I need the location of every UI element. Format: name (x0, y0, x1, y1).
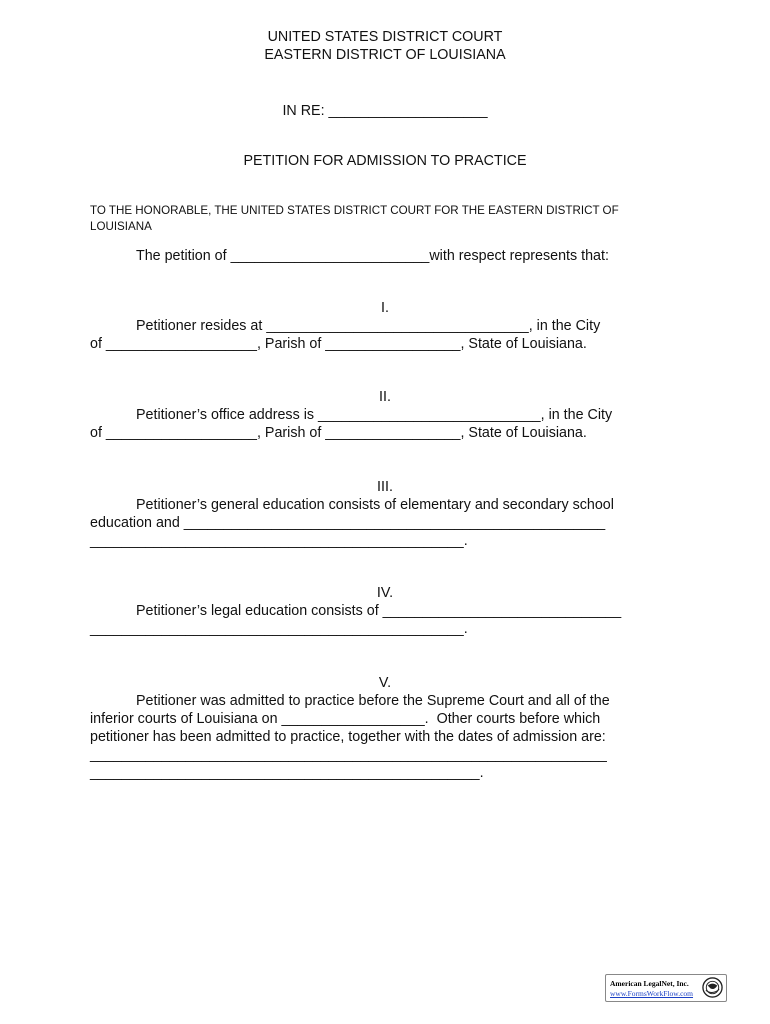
in-re-line: IN RE: ____________________ (282, 103, 488, 119)
section-3-line-3: _______________________________________________. (90, 533, 468, 549)
section-1-numeral: I. (381, 300, 389, 316)
section-4-numeral: IV. (376, 585, 394, 601)
court-name: UNITED STATES DISTRICT COURT (267, 29, 503, 45)
section-3-line-2: education and _____________________________________________________ (90, 515, 606, 531)
salutation-line-1: TO THE HONORABLE, THE UNITED STATES DISTRICT COURT FOR THE EASTERN DISTRICT OF (90, 204, 619, 217)
section-2-line-2: of ___________________, Parish of _________________, State of Louisiana. (90, 425, 587, 441)
publisher-badge (605, 974, 727, 1002)
section-2-numeral: II. (379, 389, 391, 405)
section-5-line-1: Petitioner was admitted to practice before the Supreme Court and all of the (136, 693, 610, 709)
publisher-name: American LegalNet, Inc. (610, 979, 689, 988)
section-1-line-2: of ___________________, Parish of _________________, State of Louisiana. (90, 336, 587, 352)
section-5-line-3: petitioner has been admitted to practice, together with the dates of admission are: (90, 729, 606, 745)
section-3-line-1: Petitioner’s general education consists of elementary and secondary school (136, 497, 614, 513)
court-district: EASTERN DISTRICT OF LOUISIANA (264, 47, 506, 63)
section-3-numeral: III. (377, 479, 393, 495)
section-2-line-1: Petitioner’s office address is ____________________________, in the City (136, 407, 613, 423)
section-4-line-2: _______________________________________________. (90, 621, 468, 637)
salutation-line-2: LOUISIANA (90, 220, 152, 233)
section-1-line-1: Petitioner resides at _________________________________, in the City (136, 318, 601, 334)
document-title: PETITION FOR ADMISSION TO PRACTICE (243, 153, 527, 169)
section-5-line-4: _________________________________________________________________ (90, 747, 607, 763)
globe-seal-icon (702, 977, 723, 998)
intro-paragraph: The petition of _________________________with respect represents that: (136, 248, 609, 264)
section-5-numeral: V. (378, 675, 392, 691)
section-5-line-2: inferior courts of Louisiana on __________________. Other courts before which (90, 711, 601, 727)
publisher-link[interactable]: www.FormsWorkFlow.com (610, 989, 694, 998)
section-4-line-1: Petitioner’s legal education consists of ______________________________ (136, 603, 622, 619)
section-5-line-5: _________________________________________________. (90, 765, 484, 781)
